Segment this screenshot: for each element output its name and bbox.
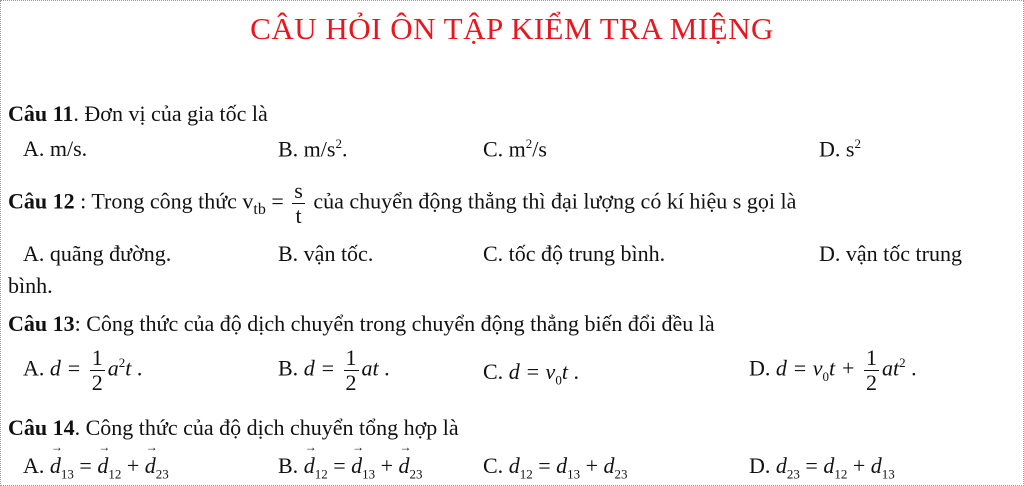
q14-option-d: D. $d_{23} = d_{12} + d_{13}$	[749, 453, 895, 482]
q12-option-c: C. tốc độ trung bình.	[483, 241, 666, 266]
question-14-label: Câu 14	[8, 415, 75, 440]
question-11	[8, 101, 268, 127]
q13-option-b: B. d = $\frac{1}{2}$ at .	[278, 345, 390, 395]
question-12-label: Câu 12	[8, 188, 75, 214]
q12-option-b: B. vận tốc.	[278, 241, 374, 266]
q14-option-a: A. → $d_{13}$ = → $d_{12}$ + → $d_{23}$	[23, 453, 169, 482]
question-12: Câu 12 : Trong công thức $v_{tb}$ = $\frac{s}{t}$ của chuyển động thẳng thì đại lượng có kí hiệu s gọi là	[8, 178, 797, 228]
q12-option-d: D. vận tốc trung	[819, 241, 962, 266]
question-14: Câu 14. Công thức của độ dịch chuyển tổng hợp là	[8, 415, 459, 440]
q11-option-c: C. $m^2/s$	[483, 136, 547, 162]
q12-fraction: $\frac{s}{t}$	[294, 178, 303, 228]
q13-option-a: A. d = $\frac{1}{2}$ $a^2t$ .	[23, 345, 143, 395]
question-11-label: Câu 11	[8, 101, 74, 126]
question-13-label: Câu 13	[8, 311, 75, 336]
q11-option-d: D. $s^2$	[819, 136, 861, 162]
q13-option-c: C. $d = v_0t$ .	[483, 359, 579, 388]
q13-option-d: D. $d = v_0t$ + $\frac{1}{2}$ $at^2$ .	[749, 345, 917, 395]
question-13: Câu 13: Công thức của độ dịch chuyển trong chuyển động thẳng biến đổi đều là	[8, 311, 715, 336]
q11-option-a: A. m/s.	[23, 136, 88, 161]
question-11-text: . Đơn vị của gia tốc là	[73, 101, 268, 126]
q14-option-b: B. → $d_{12}$ = → $d_{13}$ + → $d_{23}$	[278, 453, 423, 482]
q12-option-d-continued: bình.	[8, 273, 53, 298]
q14-option-c: C. $d_{12} = d_{13} + d_{23}$	[483, 453, 628, 482]
q11-option-b: B. $m/s^2$.	[278, 136, 348, 162]
q12-option-a: A. quãng đường.	[23, 241, 172, 266]
page-title: CÂU HỎI ÔN TẬP KIỂM TRA MIỆNG	[250, 11, 774, 46]
